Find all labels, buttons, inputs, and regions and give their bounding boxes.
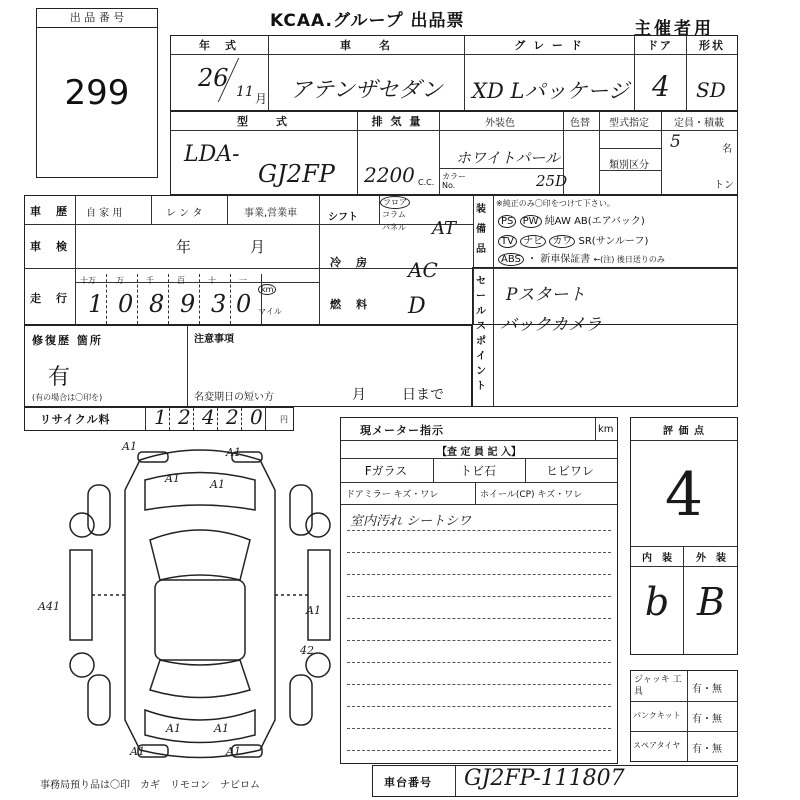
equip-leather: カワ — [549, 235, 575, 248]
equip-warranty: 新車保証書 — [540, 254, 591, 265]
history-business: 事業,営業車 — [244, 208, 298, 219]
shift-value: AT — [432, 218, 457, 239]
equipment-label: 装備品 — [476, 204, 486, 255]
year-value: 26 — [198, 64, 229, 92]
digit-unit-5: 十 — [208, 276, 216, 285]
car-name-label: 車 名 — [340, 39, 392, 52]
body-label: 形状 — [699, 39, 725, 52]
mile-unit: マイル — [258, 307, 282, 316]
recycle-digit-1: 1 — [154, 405, 167, 429]
puncture-yes-no: 有・無 — [692, 714, 722, 725]
history-label: 車 歴 — [30, 205, 69, 218]
door-mirror-label: ドアミラー キズ・ワレ — [346, 490, 439, 500]
model-value-2: GJ2FP — [258, 160, 335, 188]
notes-expiry-label: 名変期日の短い方 — [194, 392, 274, 403]
recycle-digit-5: 0 — [250, 405, 263, 429]
organizer-label: 主催者用 — [634, 19, 714, 39]
month-unit: 月 — [255, 92, 268, 106]
notes-label: 注意事項 — [194, 334, 234, 345]
office-note: 事務局預り品は〇印 カギ リモコン ナビロム — [40, 780, 260, 791]
diagram-mark-11: 42 — [300, 644, 314, 657]
repair-note: (有の場合は〇印を) — [32, 393, 103, 402]
grade-label: グ レ ー ド — [514, 39, 584, 52]
shift-label: シフト — [328, 212, 358, 223]
equip-sr: SR(サンルーフ) — [578, 236, 649, 247]
year-label: 年 式 — [199, 39, 238, 52]
interior-value: b — [644, 580, 670, 624]
month-value: 11 — [236, 84, 254, 100]
equip-aw: 純AW — [544, 216, 571, 227]
inspection-month-unit: 月 — [250, 238, 266, 256]
mileage-digit-6: 0 — [236, 290, 252, 318]
color-change-label: 色替 — [570, 118, 590, 129]
equip-pw: PW — [520, 215, 542, 228]
diagram-mark-7: A1 — [166, 722, 181, 735]
fuel-value: D — [408, 294, 426, 319]
recycle-unit: 円 — [280, 415, 288, 424]
equipment-line1 — [498, 212, 645, 227]
recycle-digit-4: 2 — [226, 405, 239, 429]
diagram-mark-4: A1 — [210, 478, 225, 491]
sales-point-1: Pスタート — [506, 285, 586, 305]
car-diagram — [60, 440, 340, 770]
exterior-label: 外 装 — [696, 553, 726, 564]
color-value: ホワイトパール — [456, 149, 560, 167]
mileage-digit-1: 1 — [88, 290, 104, 318]
inspection-year-unit: 年 — [176, 238, 192, 256]
hibi-label: ヒビワレ — [545, 464, 594, 478]
lot-number: 299 — [64, 73, 130, 113]
grade-label-box: 評 価 点 — [663, 426, 705, 437]
km-unit: km — [258, 284, 276, 295]
recycle-label: リサイクル料 — [40, 413, 111, 426]
equip-abs: ABS — [498, 253, 524, 266]
model-designation-label: 型式指定 — [609, 118, 649, 129]
grade-value: XD Lパッケージ — [472, 79, 629, 103]
grade-score: 4 — [664, 460, 704, 530]
equip-note: ←(注) 後日送りのみ — [593, 255, 665, 264]
notes-month: 月 — [352, 387, 366, 403]
history-rental: レ ン タ — [166, 208, 203, 219]
equip-tv: TV — [498, 235, 517, 248]
chassis-label: 車台番号 — [384, 776, 432, 789]
lot-number-box — [36, 8, 158, 178]
recycle-digit-3: 4 — [202, 405, 215, 429]
diagram-mark-10: A1 — [306, 604, 321, 617]
capacity-value: 5 — [670, 132, 681, 152]
ac-label: 冷 房 — [330, 256, 369, 269]
wheel-label: ホイール(CP) キズ・ワレ — [480, 490, 583, 500]
model-value-1: LDA- — [184, 142, 240, 167]
cc-unit: C.C. — [418, 178, 435, 187]
color-no-value: 25D — [536, 172, 568, 190]
equipment-line2 — [498, 232, 648, 247]
sales-points-label: セールスポイント — [476, 276, 486, 392]
recycle-digit-2: 2 — [178, 405, 191, 429]
chassis-value: GJ2FP-111807 — [464, 766, 625, 791]
diagram-mark-8: A1 — [214, 722, 229, 735]
f-glass-label: Fガラス — [364, 464, 408, 478]
meter-label: 現メーター指示 — [360, 424, 444, 437]
mileage-digit-5: 3 — [211, 290, 227, 318]
shift-panel: パネル — [382, 223, 406, 232]
shift-floor: フロア — [380, 196, 410, 209]
equip-ps: PS — [498, 215, 516, 228]
doors-value: 4 — [652, 70, 670, 103]
equip-ab: AB(エアバック) — [574, 216, 645, 227]
capacity-label: 定員・積載 — [674, 118, 724, 129]
history-private: 自 家 用 — [86, 208, 123, 219]
mileage-label: 走 行 — [30, 292, 69, 305]
mileage-digit-2: 0 — [118, 290, 134, 318]
tobi-label: トビ石 — [459, 464, 496, 478]
digit-unit-2: 万 — [116, 276, 124, 285]
digit-unit-3: 千 — [146, 276, 154, 285]
capacity-unit: 名 — [722, 144, 732, 155]
equip-dot: ・ — [527, 254, 538, 265]
diagram-mark-1: A1 — [122, 440, 137, 453]
equip-navi: ナビ — [520, 235, 546, 248]
form-title: KCAA.グループ 出品票 — [270, 11, 465, 31]
body-value: SD — [696, 78, 726, 102]
diagram-mark-3: A1 — [165, 472, 180, 485]
meter-comment: 室内汚れ シートシワ — [350, 514, 472, 529]
shift-column: コラム — [382, 210, 406, 219]
digit-unit-4: 百 — [177, 276, 185, 285]
diagram-mark-6: A1 — [226, 745, 241, 758]
puncture-label: パンクキット — [633, 711, 681, 720]
displacement-value: 2200 — [364, 163, 415, 187]
jack-label: ジャッキ 工具 — [634, 675, 682, 697]
mileage-digit-3: 8 — [149, 290, 165, 318]
digit-unit-1: 十万 — [80, 276, 96, 285]
exterior-color-label: 外装色 — [485, 118, 515, 129]
lot-label: 出 品 番 号 — [37, 9, 157, 28]
diagram-mark-5: A1 — [130, 745, 145, 758]
diagram-mark-9: A41 — [38, 600, 60, 613]
inspection-label: 車 検 — [30, 240, 69, 253]
load-unit: トン — [714, 180, 734, 191]
doors-label: ドア — [647, 39, 673, 52]
exterior-value: B — [697, 580, 725, 624]
diagram-mark-2: A1 — [226, 446, 241, 459]
mileage-digit-4: 9 — [180, 290, 196, 318]
repair-label: 修復歴 箇所 — [32, 334, 103, 347]
ac-value: AC — [408, 258, 438, 282]
interior-label: 内 装 — [642, 553, 672, 564]
notes-day: 日まで — [402, 387, 444, 403]
displacement-label: 排 気 量 — [371, 115, 423, 128]
equipment-note: ※純正のみ〇印をつけて下さい。 — [496, 199, 615, 208]
equipment-line3 — [498, 250, 665, 265]
car-name-value: アテンザセダン — [290, 78, 443, 103]
color-no-label: カラー No. — [442, 172, 466, 190]
meter-unit: km — [598, 424, 614, 435]
spare-label: スペアタイヤ — [633, 741, 681, 750]
repair-value: 有 — [48, 365, 71, 390]
inspector-label: 【査 定 員 記 入】 — [437, 447, 521, 458]
jack-yes-no: 有・無 — [692, 684, 722, 695]
classification-label: 類別区分 — [609, 160, 649, 171]
sales-point-2: バックカメラ — [500, 315, 602, 335]
fuel-label: 燃 料 — [330, 298, 369, 311]
spare-yes-no: 有・無 — [692, 744, 722, 755]
digit-unit-6: 一 — [239, 276, 247, 285]
model-label: 型 式 — [237, 115, 289, 128]
